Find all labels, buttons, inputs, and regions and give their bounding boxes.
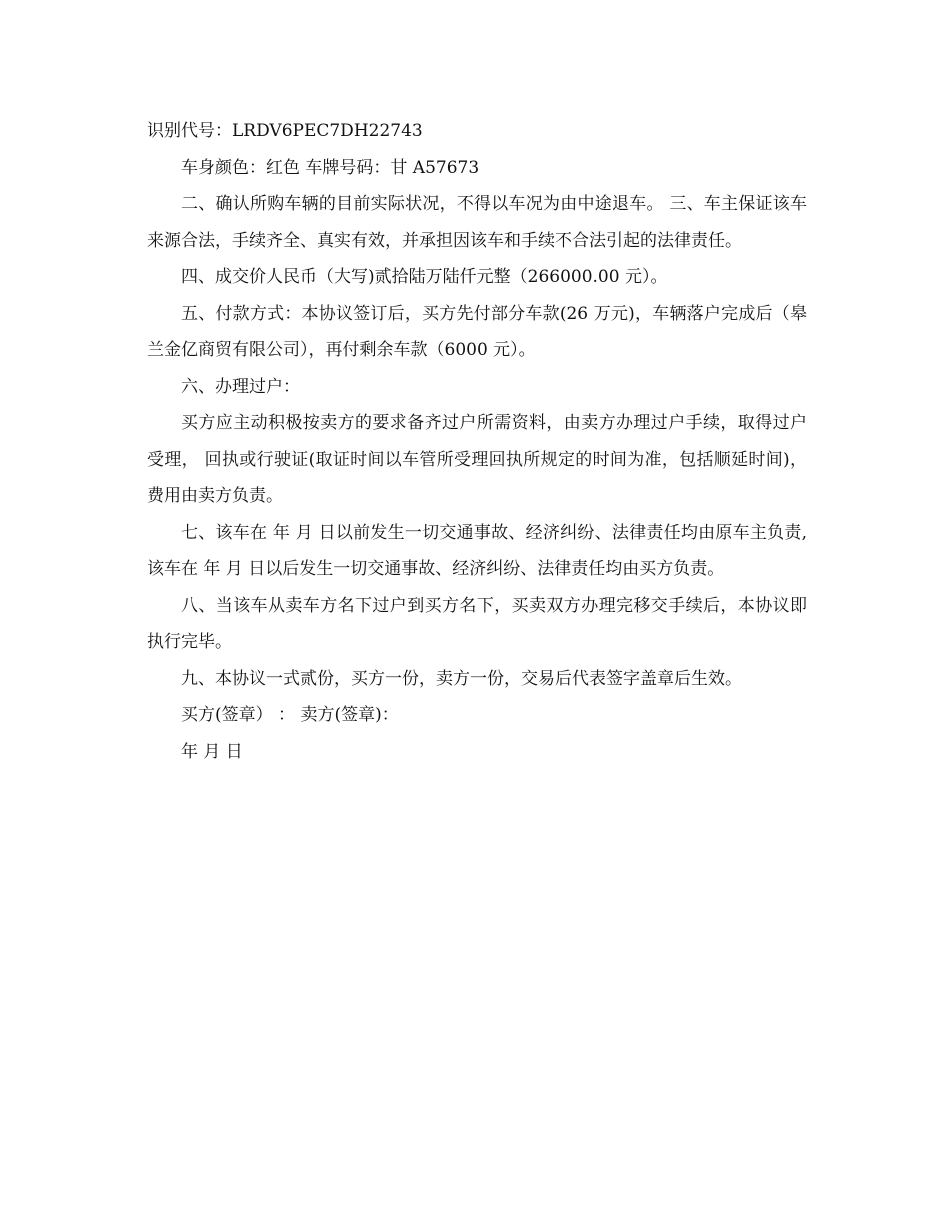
- date-line: 年 月 日: [181, 741, 243, 762]
- clause-7: 七、该车在 年 月 日以前发生一切交通事故、经济纠纷、法律责任均由原车主负责, 该车在 年 月 日以后发生一切交通事故、经济纠纷、法律责任均由买方负责。: [147, 522, 807, 579]
- vin-line: 识别代号：LRDV6PEC7DH22743: [147, 121, 423, 141]
- clause-8: 八、当该车从卖车方名下过户到买方名下，买卖双方办理完移交手续后，本协议即执行完毕。: [147, 595, 807, 652]
- clause-6-body: 买方应主动积极按卖方的要求备齐过户所需资料，由卖方办理过户手续，取得过户受理， 回执或行驶证(取证时间以车管所受理回执所规定的时间为准，包括顺延时间)，费用由卖方负责。: [147, 413, 807, 506]
- clause-5: 五、付款方式：本协议签订后，买方先付部分车款(26 万元)，车辆落户完成后（皋兰金亿商贸有限公司），再付剩余车款（6000 元）。: [147, 303, 807, 360]
- color-plate-line: 车身颜色：红色 车牌号码：甘 A57673: [181, 157, 480, 178]
- clause-9: 九、本协议一式贰份，买方一份，卖方一份，交易后代表签字盖章后生效。: [181, 668, 742, 689]
- document-page: [147, 113, 807, 770]
- signature-line: 买方(签章） ： 卖方(签章)：: [181, 705, 399, 725]
- clause-6-title: 六、办理过户：: [181, 376, 300, 397]
- clause-4: 四、成交价人民币（大写)贰拾陆万陆仟元整（266000.00 元）。: [181, 267, 668, 287]
- clause-2-3: 二、确认所购车辆的目前实际状况，不得以车况为由中途退车。 三、车主保证该车来源合法，手续齐全、真实有效，并承担因该车和手续不合法引起的法律责任。: [147, 194, 807, 251]
